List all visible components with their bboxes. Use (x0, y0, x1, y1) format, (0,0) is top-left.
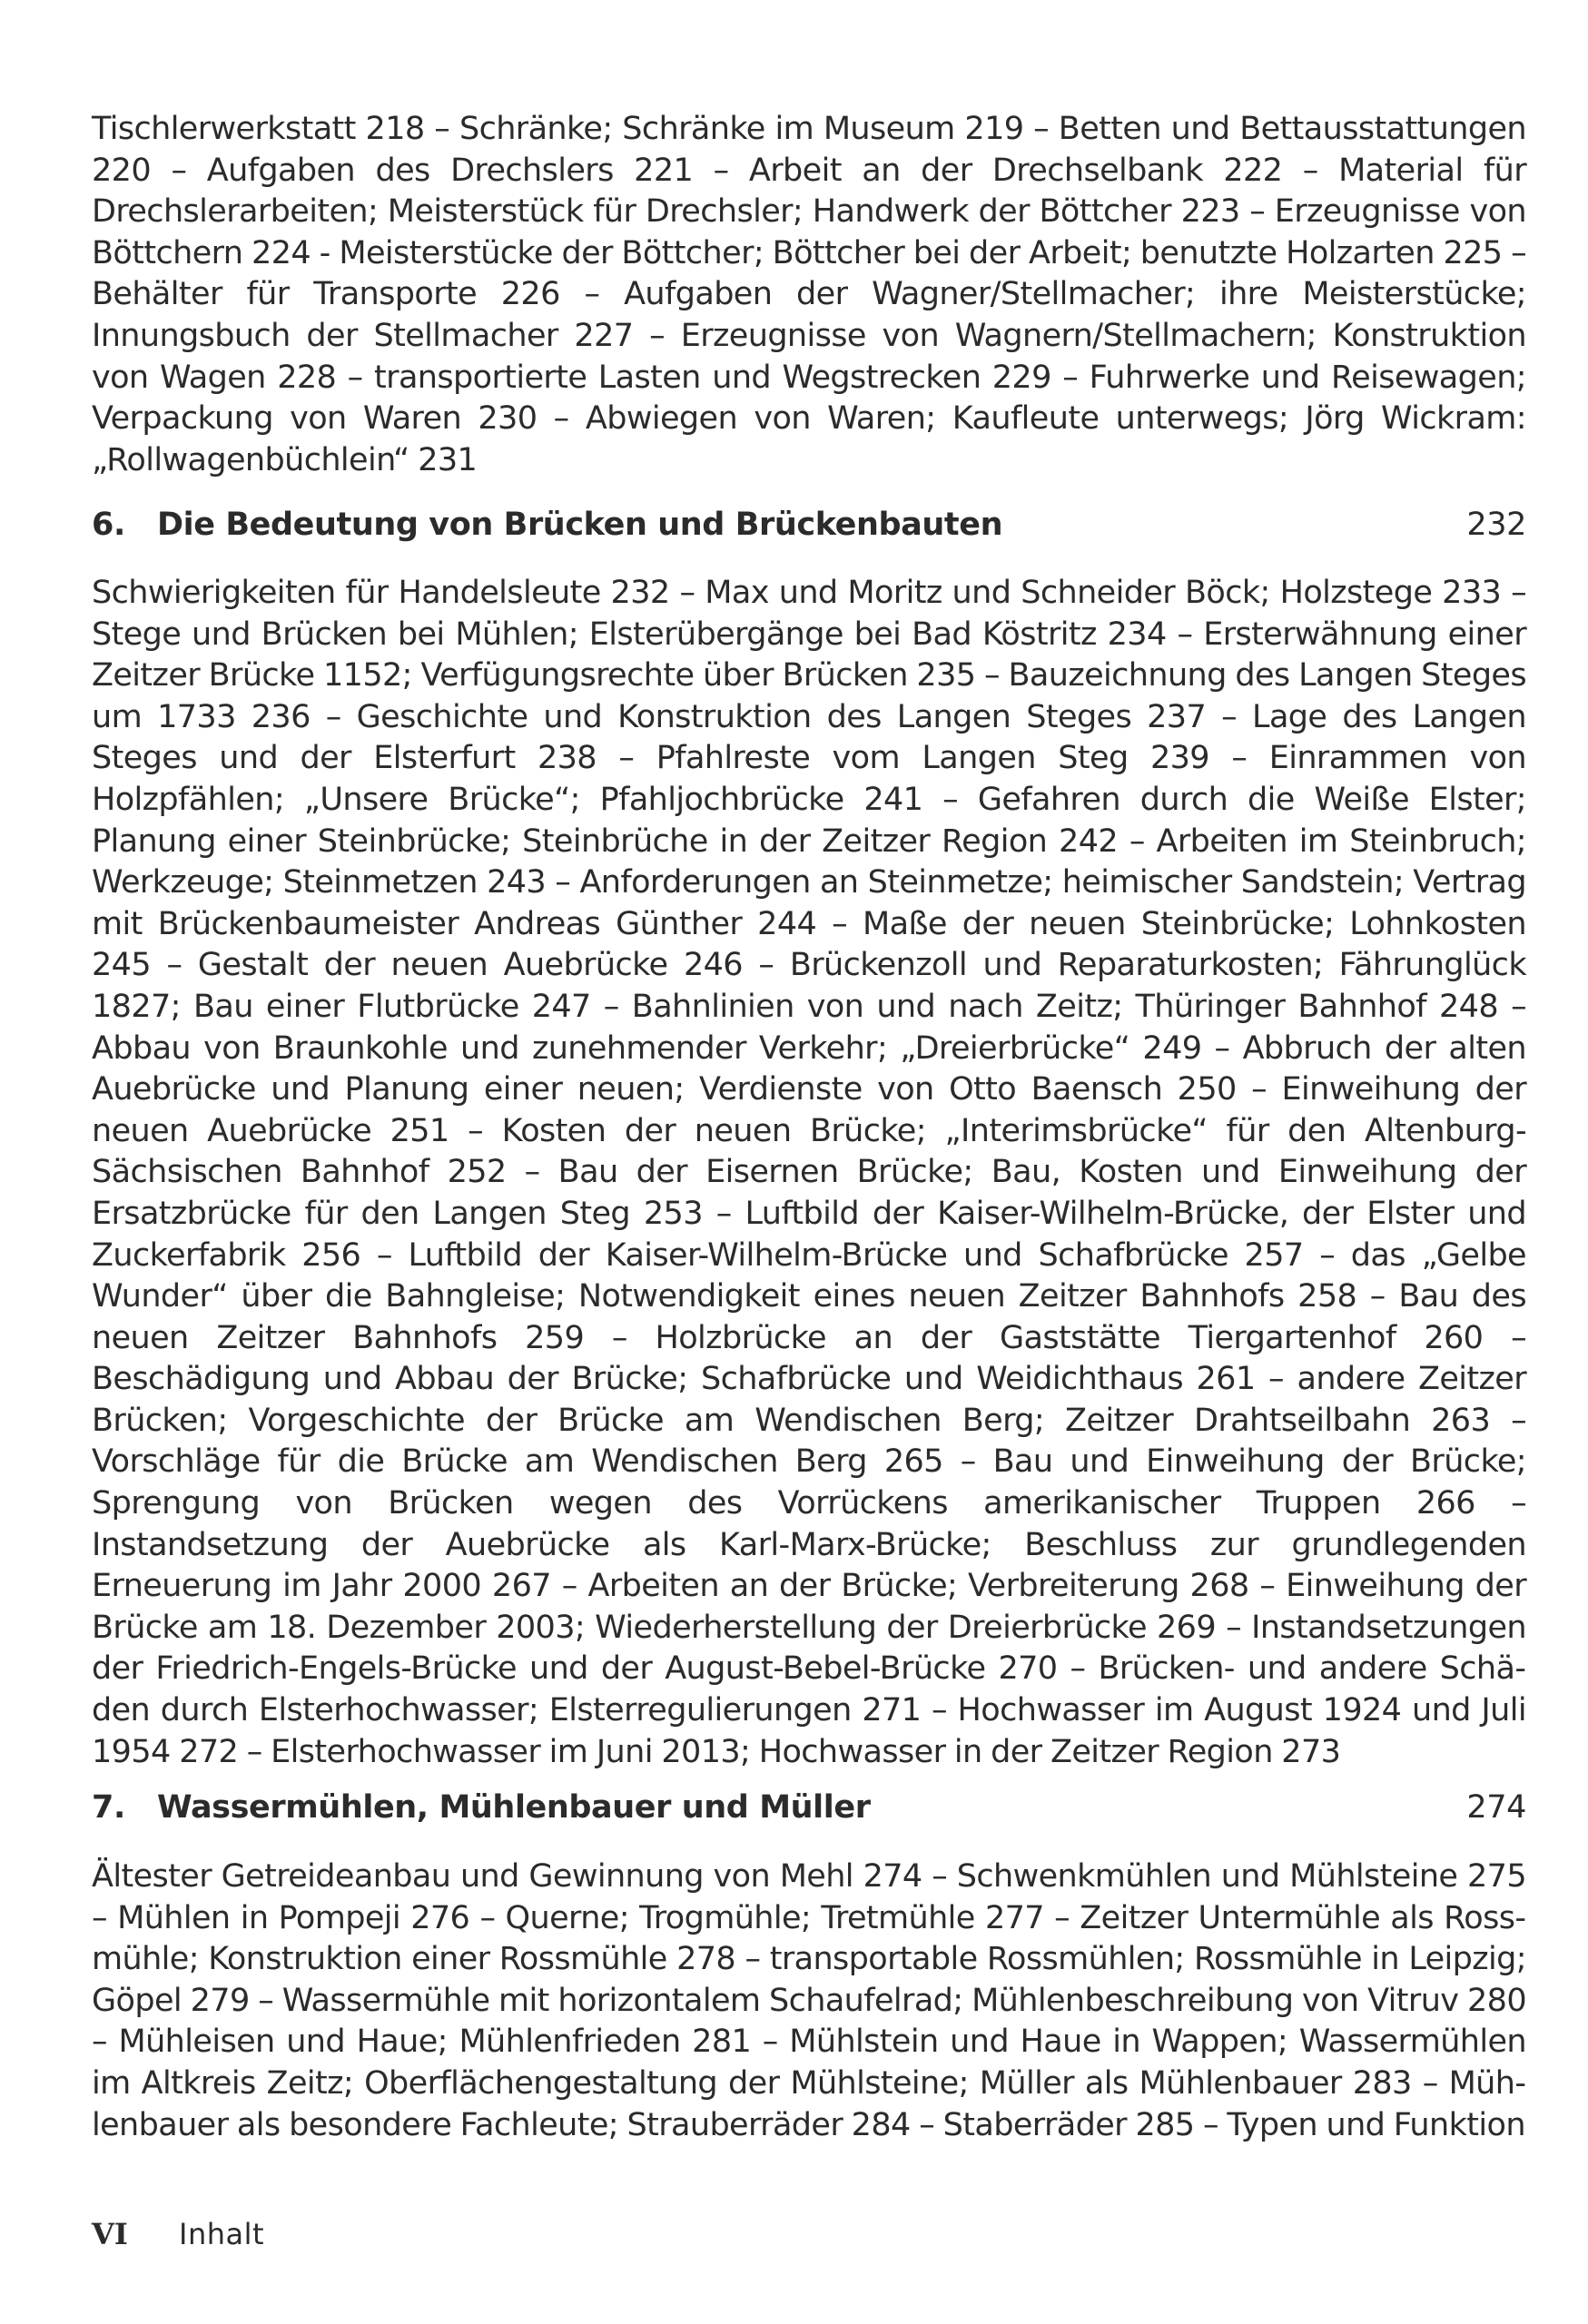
chapter-title: Die Bedeutung von Brücken und Brückenbauten (157, 507, 1003, 543)
chapter-number: 6. (92, 507, 125, 543)
chapter-page-number: 274 (1466, 1789, 1526, 1826)
chapter-number: 7. (92, 1789, 125, 1826)
chapter-title: Wassermühlen, Mühlenbauer und Müller (157, 1789, 871, 1826)
page-footer (92, 2216, 264, 2252)
chapter-heading (92, 502, 1526, 547)
toc-continuation-paragraph: Tischlerwerkstatt 218 – Schränke; Schränke im Museum 219 – Betten und Bettausstattungen 220 – Aufgaben des Drechslers 221 – Arbeit an der Drechselbank 222 – Material für Drechslerarbeiten; Meisterstück für Drechsler; Handwerk der Böttcher 223 – Erzeugnisse von Böttchern 224 - Meisterstücke der Böttcher; Böttcher bei der Arbeit; benutzte Holzarten 225 – Behälter für Transporte 226 – Aufgaben der Wagner/Stellmacher; ihre Meisterstücke; Innungsbuch der Stellmacher 227 – Erzeugnisse von Wagnern/Stellmachern; Konstruktion von Wagen 228 – transportierte Lasten und Wegstrecken 229 – Fuhrwerke und Reisewagen; Verpackung von Waren 230 – Abwiegen von Waren; Kaufleute unterwegs; Jörg Wickram: „Rollwagenbüchlein“ 231 (92, 111, 1526, 478)
chapter-entries-paragraph: Schwierigkeiten für Handelsleute 232 – Max und Moritz und Schneider Böck; Holzstege 233 – Stege und Brücken bei Mühlen; Elsterübergänge bei Bad Köstritz 234 – Ersterwähnung einer Zeitzer Brücke 1152; Verfügungsrechte über Brücken 235 – Bauzeichnung des Langen Steges um 1733 236 – Geschichte und Konstruktion des Langen Steges 237 – Lage des Langen Steges und der Elsterfurt 238 – Pfahlreste vom Langen Steg 239 – Einrammen von Holzpfählen; „Unsere Brücke“; Pfahljochbrücke 241 – Gefahren durch die Weiße Elster; Planung einer Steinbrücke; Steinbrüche in der Zeitzer Region 242 – Arbeiten im Steinbruch; Werkzeuge; Steinmetzen 243 – Anforderungen an Steinmetze; heimischer Sandstein; Vertrag mit Brückenbaumeister Andreas Günther 244 – Maße der neuen Steinbrücke; Lohnkosten 245 – Gestalt der neuen Auebrücke 246 – Brückenzoll und Reparaturkosten; Fährunglück 1827; Bau einer Flutbrücke 247 – Bahnlinien von und nach Zeitz; Thüringer Bahnhof 248 – Abbau von Braunkohle und zunehmender Verkehr; „Dreierbrücke“ 249 – Abbruch der alten Auebrücke und Planung einer neuen; Verdienste von Otto Baensch 250 – Einweihung der neuen Auebrücke 251 – Kosten der neuen Brücke; „Interimsbrücke“ für den Altenburg-Sächsischen Bahnhof 252 – Bau der Eisernen Brücke; Bau, Kosten und Einweihung der Ersatzbrücke für den Langen Steg 253 – Luftbild der Kaiser-Wilhelm-Brücke, der Elster und Zuckerfabrik 256 – Luftbild der Kaiser-Wilhelm-Brücke und Schafbrücke 257 – das „Gelbe Wunder“ über die Bahngleise; Notwendigkeit eines neuen Zeitzer Bahnhofs 258 – Bau des neuen Zeitzer Bahnhofs 259 – Holzbrücke an der Gaststätte Tiergartenhof 260 – Beschädigung und Abbau der Brücke; Schafbrücke und Weidichthaus 261 – andere Zeitzer Brücken; Vorgeschichte der Brücke am Wendischen Berg; Zeitzer Drahtseilbahn 263 – Vorschläge für die Brücke am Wendischen Berg 265 – Bau und Einweihung der Brücke; Sprengung von Brücken wegen des Vorrückens amerikanischer Truppen 266 – Instandsetzung der Auebrücke als Karl-Marx-Brücke; Beschluss zur grundlegenden Erneuerung im Jahr 2000 267 – Arbeiten an der Brücke; Verbreiterung 268 – Einweihung der Brücke am 18. Dezember 2003; Wiederherstellung der Dreierbrücke 269 – Instandsetzungen der Friedrich-Engels-Brücke und der August-Bebel-Brücke 270 – Brücken- und andere Schäden durch Elsterhochwasser; Elsterregulierungen 271 – Hochwasser im August 1924 und Juli 1954 272 – Elsterhochwasser im Juni 2013; Hochwasser in der Zeitzer Region 273 (92, 575, 1526, 1770)
chapter-heading (92, 1785, 1526, 1830)
running-head: Inhalt (179, 2217, 265, 2251)
page-folio: VI (92, 2217, 128, 2251)
chapter-entries-paragraph: Ältester Getreideanbau und Gewinnung von Mehl 274 – Schwenkmühlen und Mühlsteine 275 – Mühlen in Pompeji 276 – Querne; Trogmühle; Tretmühle 277 – Zeitzer Untermühle als Rossmühle; Konstruktion einer Rossmühle 278 – transportable Rossmühlen; Rossmühle in Leipzig; Göpel 279 – Wassermühle mit horizontalem Schaufelrad; Mühlenbeschreibung von Vitruv 280 – Mühleisen und Haue; Mühlenfrieden 281 – Mühlstein und Haue in Wappen; Wassermühlen im Altkreis Zeitz; Oberflächengestaltung der Mühlsteine; Müller als Mühlenbauer 283 – Mühlenbauer als besondere Fachleute; Strauberräder 284 – Staberräder 285 – Typen und Funktion (92, 1858, 1526, 2143)
chapter-page-number: 232 (1466, 507, 1526, 543)
